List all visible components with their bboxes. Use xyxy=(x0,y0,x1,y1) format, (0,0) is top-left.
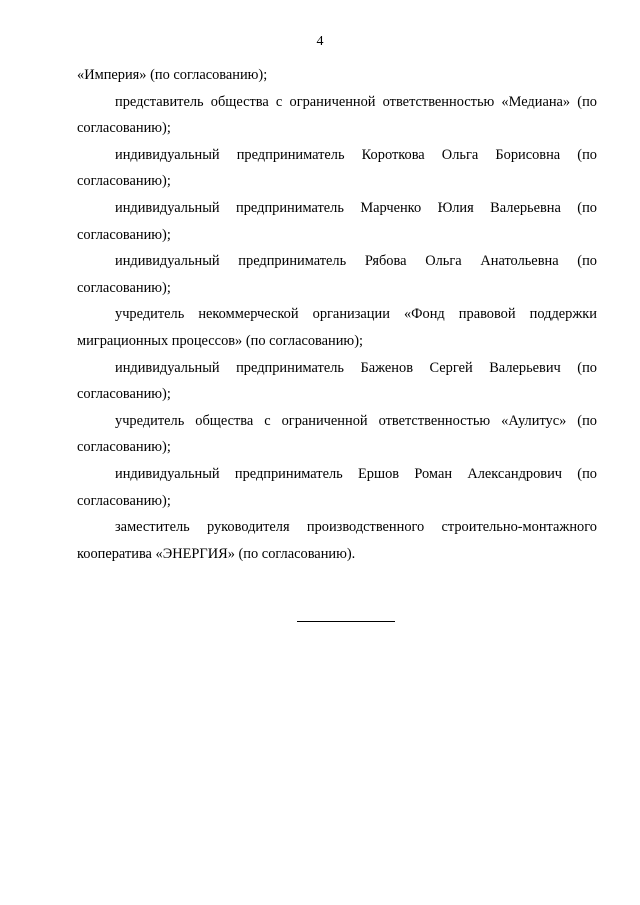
page-number: 4 xyxy=(316,34,324,49)
list-item: представитель общества с ограниченной ответственностью «Медиана» (по согласованию); xyxy=(77,93,597,137)
list-item: индивидуальный предприниматель Баженов Сергей Валерьевич (по согласованию); xyxy=(77,359,597,403)
document-body xyxy=(77,62,597,567)
list-item: индивидуальный предприниматель Рябова Ольга Анатольевна (по согласованию); xyxy=(77,253,597,296)
list-item: индивидуальный предприниматель Ершов Роман Александрович (по согласованию); xyxy=(77,465,597,509)
list-item: учредитель некоммерческой организации «Фонд правовой поддержки миграционных процессов» (по согласованию); xyxy=(77,306,597,349)
list-item: индивидуальный предприниматель Марченко Юлия Валерьевна (по согласованию); xyxy=(77,199,597,243)
list-item: заместитель руководителя производственного строительно-монтажного кооператива «ЭНЕРГИЯ» (по согласованию). xyxy=(77,519,597,562)
end-divider xyxy=(297,621,395,622)
list-item: учредитель общества с ограниченной ответственностью «Аулитус» (по согласованию); xyxy=(77,412,597,456)
list-item: индивидуальный предприниматель Короткова Ольга Борисовна (по согласованию); xyxy=(77,146,597,190)
list-item: «Империя» (по согласованию); xyxy=(77,67,268,83)
